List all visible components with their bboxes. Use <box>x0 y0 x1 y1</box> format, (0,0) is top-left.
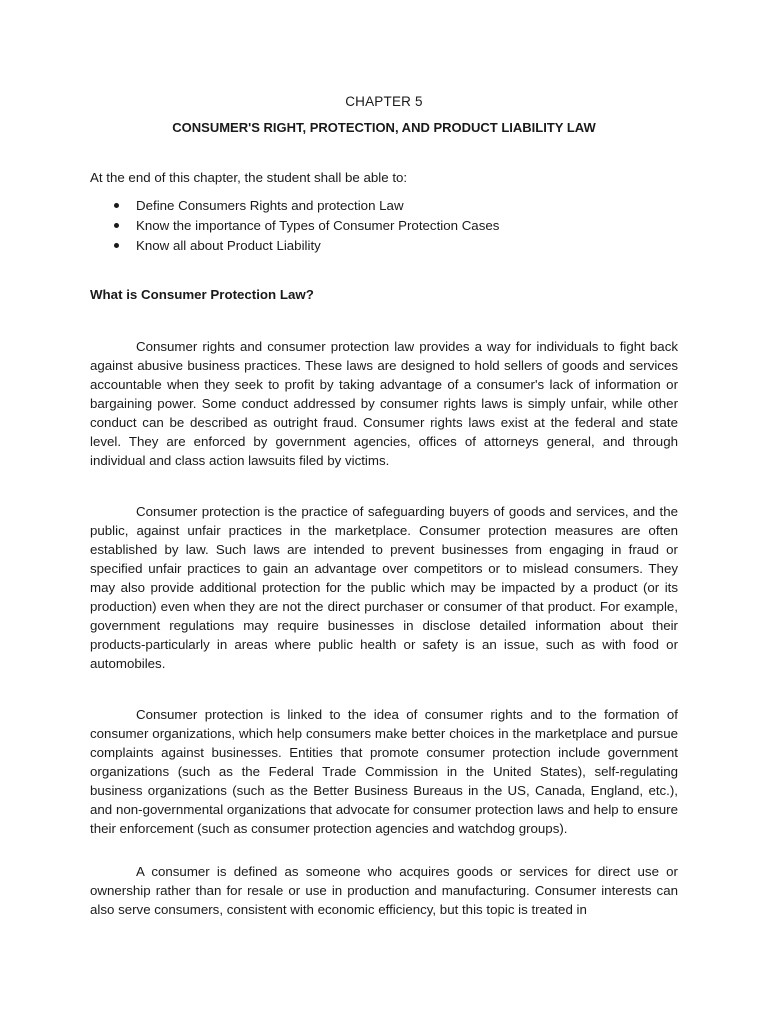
objective-text: Know the importance of Types of Consumer Protection Cases <box>136 218 500 233</box>
list-item <box>90 236 499 256</box>
list-item <box>90 216 499 236</box>
body-paragraph: A consumer is defined as someone who acquires goods or services for direct use or ownership rather than for resale or use in production and manufacturing. Consumer interests can also serve consumers, consistent with economic efficiency, but this topic is treated in <box>90 864 678 917</box>
objective-text: Know all about Product Liability <box>136 238 321 253</box>
bullet-icon <box>114 243 119 248</box>
document-page <box>90 0 678 1024</box>
objective-text: Define Consumers Rights and protection Law <box>136 198 404 213</box>
section-heading: What is Consumer Protection Law? <box>90 287 314 302</box>
body-paragraph: Consumer protection is linked to the idea of consumer rights and to the formation of consumer organizations, which help consumers make better choices in the marketplace and pursue complaints against businesses. Entities that promote consumer protection include government organizations (such as the Federal Trade Commission in the United States), self-regulating business organizations (such as the Better Business Bureaus in the US, Canada, England, etc.), and non-governmental organizations that advocate for consumer protection laws and help to ensure their enforcement (such as consumer protection agencies and watchdog groups). <box>90 707 678 836</box>
body-paragraph: Consumer protection is the practice of safeguarding buyers of goods and services, and the public, against unfair practices in the marketplace. Consumer protection measures are often established by law. Such laws are intended to prevent businesses from engaging in fraud or specified unfair practices to gain an advantage over competitors or to mislead consumers. They may also provide additional protection for the public which may be impacted by a product (or its production) even when they are not the direct purchaser or consumer of that product. For example, government regulations may require businesses in disclose detailed information about their products-particularly in areas where public health or safety is an issue, such as with food or automobiles. <box>90 504 678 671</box>
objectives-list <box>90 196 499 256</box>
bullet-icon <box>114 203 119 208</box>
list-item <box>90 196 499 216</box>
chapter-label: CHAPTER 5 <box>345 94 423 109</box>
intro-text: At the end of this chapter, the student shall be able to: <box>90 170 408 185</box>
body-paragraph: Consumer rights and consumer protection law provides a way for individuals to fight back against abusive business practices. These laws are designed to hold sellers of goods and services accountable when they seek to profit by taking advantage of a consumer's lack of information or bargaining power. Some conduct addressed by consumer rights laws is simply unfair, while other conduct can be described as outright fraud. Consumer rights laws exist at the federal and state level. They are enforced by government agencies, offices of attorneys general, and through individual and class action lawsuits filed by victims. <box>90 339 678 468</box>
chapter-title: CONSUMER'S RIGHT, PROTECTION, AND PRODUCT LIABILITY LAW <box>172 120 596 135</box>
bullet-icon <box>114 223 119 228</box>
